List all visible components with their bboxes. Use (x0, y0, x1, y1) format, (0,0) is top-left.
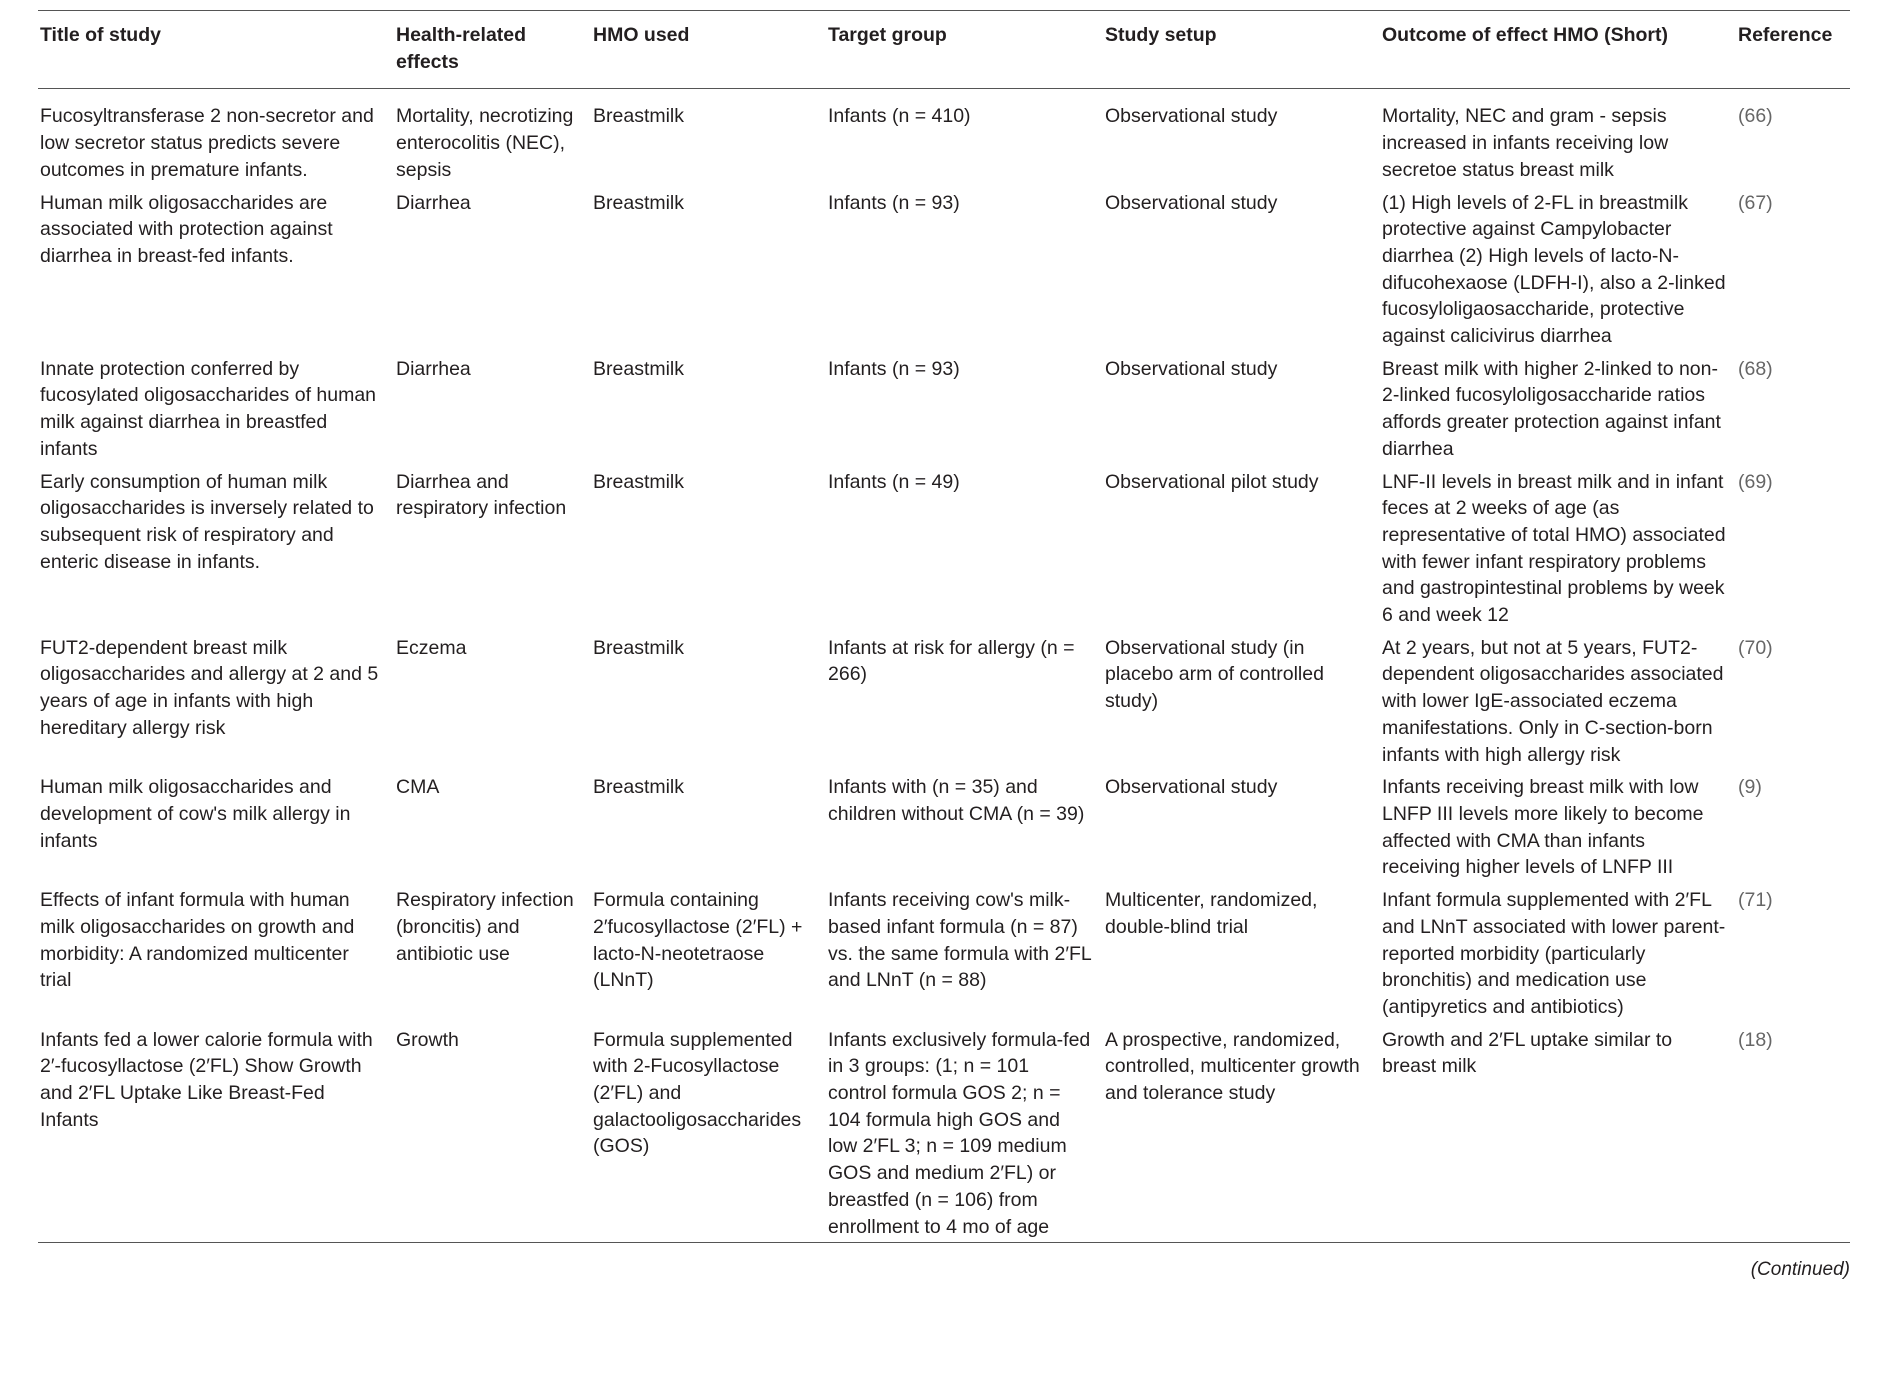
table-row (38, 89, 1850, 187)
cell-title: Early consumption of human milk oligosaccharides is inversely related to subsequent risk of respiratory and enteric disease in infants. (40, 470, 374, 573)
header-hmo-used: HMO used (591, 11, 826, 89)
cell-outcome: Growth and 2′FL uptake similar to breast milk (1380, 1024, 1736, 1243)
cell-target: Infants with (n = 35) and children without CMA (n = 39) (828, 776, 1085, 825)
cell-hmo: Breastmilk (593, 776, 685, 799)
cell-hmo: Breastmilk (593, 191, 685, 214)
cell-hmo: Breastmilk (593, 470, 685, 493)
cell-setup: Observational study (1105, 105, 1278, 128)
cell-reference: (71) (1738, 889, 1773, 912)
cell-hmo: Breastmilk (593, 636, 685, 659)
cell-title: FUT2-dependent breast milk oligosaccharides and allergy at 2 and 5 years of age in infants with high hereditary allergy risk (40, 636, 379, 739)
cell-target: Infants receiving cow's milk-based infant formula (n = 87) vs. the same formula with 2′FL and LNnT (n = 88) (828, 889, 1092, 992)
cell-title: Infants fed a lower calorie formula with 2′-fucosyllactose (2′FL) Show Growth and 2′FL Uptake Like Breast-Fed Infants (38, 1024, 394, 1243)
header-row (38, 11, 1850, 89)
cell-setup: Observational study (in placebo arm of controlled study) (1105, 636, 1324, 713)
cell-target: Infants (n = 93) (828, 357, 960, 380)
table-row (38, 466, 1850, 632)
cell-outcome: (1) High levels of 2-FL in breastmilk protective against Campylobacter diarrhea (2) High levels of lacto-N-difucohexaose (LDFH-I), also a 2-linked fucosyloligaosaccharide, protective against calicivirus diarrhea (1382, 191, 1726, 348)
cell-reference: (68) (1738, 357, 1773, 380)
cell-outcome: Infant formula supplemented with 2′FL and LNnT associated with lower parent-reported morbidity (particularly bronchitis) and medication use (antipyretics and antibiotics) (1382, 889, 1726, 1018)
cell-effects: Mortality, necrotizing enterocolitis (NEC), sepsis (396, 105, 574, 181)
cell-setup: A prospective, randomized, controlled, multicenter growth and tolerance study (1103, 1024, 1380, 1243)
cell-outcome: Infants receiving breast milk with low LNFP III levels more likely to become affected with CMA than infants receiving higher levels of LNFP III (1382, 776, 1704, 879)
cell-outcome: Breast milk with higher 2-linked to non-2-linked fucosyloligosaccharide ratios affords greater protection against infant diarrhea (1382, 357, 1721, 460)
cell-effects: Respiratory infection (broncitis) and antibiotic use (396, 889, 574, 965)
cell-target: Infants exclusively formula-fed in 3 groups: (1; n = 101 control formula GOS 2; n = 104 formula high GOS and low 2′FL 3; n = 109 medium GOS and medium 2′FL) or breastfed (n = 106) from enrollment to 4 mo of age (826, 1024, 1103, 1243)
table-row (38, 1024, 1850, 1243)
header-study-setup: Study setup (1103, 11, 1380, 89)
continued-note: (Continued) (1750, 1259, 1850, 1281)
table-body (38, 89, 1850, 1243)
cell-title: Human milk oligosaccharides are associated with protection against diarrhea in breast-fed infants. (40, 191, 333, 267)
cell-effects: Diarrhea and respiratory infection (396, 470, 567, 520)
cell-reference: (9) (1738, 776, 1762, 799)
cell-setup: Observational study (1105, 776, 1278, 799)
cell-setup: Observational pilot study (1105, 470, 1319, 493)
cell-setup: Observational study (1105, 191, 1278, 214)
table-row (38, 632, 1850, 772)
cell-effects: Diarrhea (396, 191, 471, 214)
cell-reference: (69) (1738, 470, 1773, 493)
table-row (38, 353, 1850, 466)
cell-hmo: Breastmilk (593, 357, 685, 380)
cell-effects: Diarrhea (396, 357, 471, 380)
cell-effects: Growth (394, 1024, 591, 1243)
cell-reference: (70) (1738, 636, 1773, 659)
table-row (38, 187, 1850, 353)
cell-hmo: Breastmilk (593, 105, 685, 128)
cell-hmo: Formula supplemented with 2-Fucosyllactose (2′FL) and galactooligosaccharides (GOS) (591, 1024, 826, 1243)
cell-target: Infants (n = 410) (828, 105, 971, 128)
cell-reference: (66) (1738, 105, 1773, 128)
table-row (38, 884, 1850, 1024)
cell-outcome: Mortality, NEC and gram - sepsis increased in infants receiving low secretoe status breast milk (1382, 105, 1669, 181)
header-outcome: Outcome of effect HMO (Short) (1380, 11, 1736, 89)
cell-setup: Observational study (1105, 357, 1278, 380)
table-row (38, 771, 1850, 884)
cell-setup: Multicenter, randomized, double-blind trial (1105, 889, 1318, 938)
header-health-related-effects: Health-related effects (394, 11, 591, 89)
hmo-studies-table (38, 10, 1850, 1243)
cell-hmo: Formula containing 2′fucosyllactose (2′FL) + lacto-N-neotetraose (LNnT) (593, 889, 803, 992)
cell-title: Effects of infant formula with human milk oligosaccharides on growth and morbidity: A randomized multicenter trial (40, 889, 355, 992)
cell-reference: (67) (1738, 191, 1773, 214)
cell-effects: Eczema (396, 636, 467, 659)
cell-outcome: At 2 years, but not at 5 years, FUT2-dependent oligosaccharides associated with lower IgE-associated eczema manifestations. Only in C-section-born infants with high allergy risk (1382, 636, 1724, 766)
cell-target: Infants (n = 49) (828, 470, 960, 493)
cell-target: Infants (n = 93) (828, 191, 960, 214)
cell-title: Fucosyltransferase 2 non-secretor and low secretor status predicts severe outcomes in premature infants. (40, 105, 374, 181)
cell-title: Human milk oligosaccharides and development of cow's milk allergy in infants (40, 776, 351, 852)
header-reference: Reference (1736, 11, 1850, 89)
cell-target: Infants at risk for allergy (n = 266) (828, 636, 1075, 686)
cell-title: Innate protection conferred by fucosylated oligosaccharides of human milk against diarrhea in breastfed infants (40, 357, 377, 460)
cell-reference: (18) (1736, 1024, 1850, 1243)
cell-outcome: LNF-II levels in breast milk and in infant feces at 2 weeks of age (as representative of total HMO) associated with fewer infant respiratory problems and gastropintestinal problems by week 6 and week 12 (1382, 470, 1726, 627)
header-target-group: Target group (826, 11, 1103, 89)
header-title-of-study: Title of study (38, 11, 394, 89)
cell-effects: CMA (396, 776, 440, 799)
table-header (38, 11, 1850, 89)
